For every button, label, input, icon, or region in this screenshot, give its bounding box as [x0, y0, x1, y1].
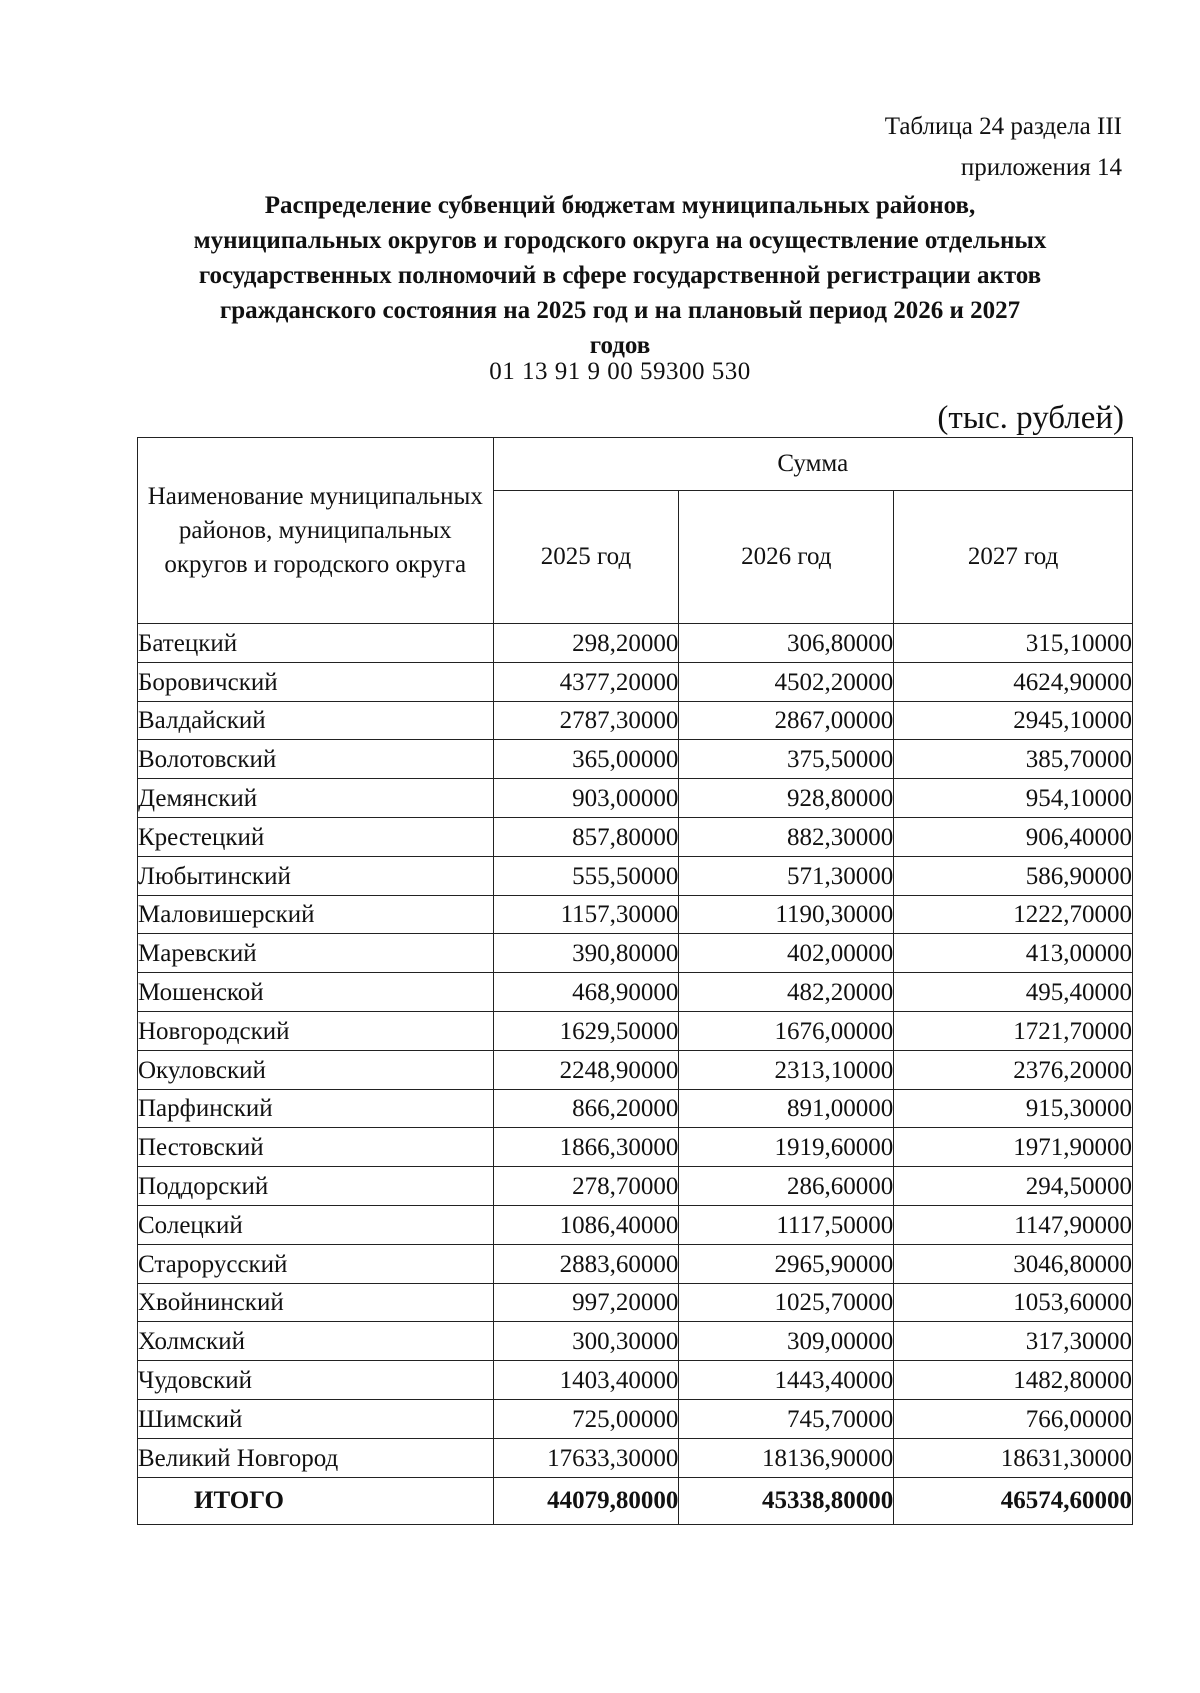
table-row [138, 1050, 1133, 1089]
amount-cell-2026: 891,00000 [679, 1089, 894, 1128]
district-name-cell: Любытинский [138, 856, 494, 895]
amount-cell-2026: 2965,90000 [679, 1244, 894, 1283]
amount-cell-2025: 298,20000 [493, 624, 679, 663]
amount-cell-2027: 315,10000 [894, 624, 1133, 663]
title-line: гражданского состояния на 2025 год и на плановый период 2026 и 2027 [219, 297, 1021, 324]
district-name-cell: Валдайский [138, 701, 494, 740]
title-line: муниципальных округов и городского округа на осуществление отдельных [193, 227, 1047, 254]
amount-cell-2025: 1403,40000 [493, 1361, 679, 1400]
table-row [138, 1167, 1133, 1206]
amount-cell-2025: 17633,30000 [493, 1438, 679, 1477]
appendix-reference: приложения 14 [960, 154, 1122, 181]
district-name-cell: Шимский [138, 1399, 494, 1438]
table-row [138, 1399, 1133, 1438]
amount-cell-2025: 1086,40000 [493, 1205, 679, 1244]
budget-table [137, 437, 1133, 1525]
table-header [138, 438, 1133, 624]
table-row [138, 973, 1133, 1012]
amount-cell-2027: 2376,20000 [894, 1050, 1133, 1089]
amount-cell-2025: 4377,20000 [493, 662, 679, 701]
table-row [138, 779, 1133, 818]
table-row [138, 1361, 1133, 1400]
district-name-cell: ИТОГО [138, 1477, 494, 1524]
amount-cell-2026: 45338,80000 [679, 1477, 894, 1524]
table-row [138, 1438, 1133, 1477]
table-row [138, 895, 1133, 934]
amount-cell-2026: 1443,40000 [679, 1361, 894, 1400]
document-title [130, 188, 1110, 363]
amount-cell-2026: 2313,10000 [679, 1050, 894, 1089]
title-line: годов [589, 332, 651, 359]
district-name-cell: Окуловский [138, 1050, 494, 1089]
amount-cell-2025: 2787,30000 [493, 701, 679, 740]
district-name-cell: Парфинский [138, 1089, 494, 1128]
district-name-cell: Солецкий [138, 1205, 494, 1244]
units-label: (тыс. рублей) [937, 400, 1124, 436]
amount-cell-2025: 857,80000 [493, 817, 679, 856]
amount-cell-2027: 317,30000 [894, 1322, 1133, 1361]
amount-cell-2026: 1117,50000 [679, 1205, 894, 1244]
district-name-cell: Демянский [138, 779, 494, 818]
amount-cell-2026: 18136,90000 [679, 1438, 894, 1477]
total-row [138, 1477, 1133, 1524]
amount-cell-2027: 1147,90000 [894, 1205, 1133, 1244]
amount-cell-2027: 1721,70000 [894, 1011, 1133, 1050]
header-year-2026: 2026 год [679, 491, 894, 624]
table-row [138, 817, 1133, 856]
district-name-cell: Маревский [138, 934, 494, 973]
amount-cell-2026: 286,60000 [679, 1167, 894, 1206]
header-sum: Сумма [493, 438, 1132, 491]
amount-cell-2026: 482,20000 [679, 973, 894, 1012]
amount-cell-2027: 906,40000 [894, 817, 1133, 856]
amount-cell-2025: 1866,30000 [493, 1128, 679, 1167]
table-row [138, 1128, 1133, 1167]
header-year-2025: 2025 год [493, 491, 679, 624]
amount-cell-2026: 309,00000 [679, 1322, 894, 1361]
amount-cell-2026: 1190,30000 [679, 895, 894, 934]
table-row [138, 1089, 1133, 1128]
district-name-cell: Боровичский [138, 662, 494, 701]
table-row [138, 740, 1133, 779]
amount-cell-2027: 1971,90000 [894, 1128, 1133, 1167]
district-name-cell: Крестецкий [138, 817, 494, 856]
amount-cell-2026: 375,50000 [679, 740, 894, 779]
district-name-cell: Мошенской [138, 973, 494, 1012]
amount-cell-2027: 385,70000 [894, 740, 1133, 779]
amount-cell-2025: 44079,80000 [493, 1477, 679, 1524]
amount-cell-2027: 495,40000 [894, 973, 1133, 1012]
amount-cell-2025: 390,80000 [493, 934, 679, 973]
district-name-cell: Чудовский [138, 1361, 494, 1400]
district-name-cell: Хвойнинский [138, 1283, 494, 1322]
district-name-cell: Новгородский [138, 1011, 494, 1050]
table-reference: Таблица 24 раздела III [884, 113, 1122, 140]
amount-cell-2025: 300,30000 [493, 1322, 679, 1361]
amount-cell-2027: 4624,90000 [894, 662, 1133, 701]
amount-cell-2027: 294,50000 [894, 1167, 1133, 1206]
district-name-cell: Пестовский [138, 1128, 494, 1167]
amount-cell-2025: 1629,50000 [493, 1011, 679, 1050]
amount-cell-2027: 1053,60000 [894, 1283, 1133, 1322]
title-line: государственных полномочий в сфере государственной регистрации актов [198, 262, 1042, 289]
header-year-2027: 2027 год [894, 491, 1133, 624]
district-name-cell: Батецкий [138, 624, 494, 663]
table-row [138, 662, 1133, 701]
amount-cell-2027: 413,00000 [894, 934, 1133, 973]
amount-cell-2025: 725,00000 [493, 1399, 679, 1438]
amount-cell-2027: 46574,60000 [894, 1477, 1133, 1524]
title-line: Распределение субвенций бюджетам муниципальных районов, [264, 192, 976, 219]
amount-cell-2025: 468,90000 [493, 973, 679, 1012]
amount-cell-2027: 915,30000 [894, 1089, 1133, 1128]
amount-cell-2027: 954,10000 [894, 779, 1133, 818]
table-row [138, 624, 1133, 663]
table-row [138, 1322, 1133, 1361]
amount-cell-2026: 1676,00000 [679, 1011, 894, 1050]
table-row [138, 701, 1133, 740]
district-name-cell: Старорусский [138, 1244, 494, 1283]
amount-cell-2027: 1482,80000 [894, 1361, 1133, 1400]
table-row [138, 1011, 1133, 1050]
amount-cell-2027: 766,00000 [894, 1399, 1133, 1438]
district-name-cell: Поддорский [138, 1167, 494, 1206]
amount-cell-2026: 882,30000 [679, 817, 894, 856]
amount-cell-2025: 2248,90000 [493, 1050, 679, 1089]
amount-cell-2027: 2945,10000 [894, 701, 1133, 740]
amount-cell-2025: 866,20000 [493, 1089, 679, 1128]
amount-cell-2025: 278,70000 [493, 1167, 679, 1206]
amount-cell-2027: 586,90000 [894, 856, 1133, 895]
table-row [138, 934, 1133, 973]
district-name-cell: Маловишерский [138, 895, 494, 934]
amount-cell-2025: 2883,60000 [493, 1244, 679, 1283]
amount-cell-2026: 1919,60000 [679, 1128, 894, 1167]
amount-cell-2025: 997,20000 [493, 1283, 679, 1322]
district-name-cell: Великий Новгород [138, 1438, 494, 1477]
amount-cell-2026: 4502,20000 [679, 662, 894, 701]
header-name: Наименование муниципальных районов, муниципальных округов и городского округа [138, 438, 494, 624]
amount-cell-2026: 571,30000 [679, 856, 894, 895]
amount-cell-2025: 903,00000 [493, 779, 679, 818]
table-body [138, 624, 1133, 1525]
amount-cell-2027: 1222,70000 [894, 895, 1133, 934]
amount-cell-2026: 2867,00000 [679, 701, 894, 740]
district-name-cell: Холмский [138, 1322, 494, 1361]
budget-classification-code: 01 13 91 9 00 59300 530 [489, 358, 751, 385]
district-name-cell: Волотовский [138, 740, 494, 779]
amount-cell-2027: 3046,80000 [894, 1244, 1133, 1283]
amount-cell-2025: 1157,30000 [493, 895, 679, 934]
table-row [138, 1205, 1133, 1244]
amount-cell-2027: 18631,30000 [894, 1438, 1133, 1477]
amount-cell-2026: 745,70000 [679, 1399, 894, 1438]
table-row [138, 1244, 1133, 1283]
amount-cell-2026: 1025,70000 [679, 1283, 894, 1322]
table-row [138, 1283, 1133, 1322]
amount-cell-2025: 365,00000 [493, 740, 679, 779]
amount-cell-2026: 306,80000 [679, 624, 894, 663]
table-row [138, 856, 1133, 895]
amount-cell-2026: 928,80000 [679, 779, 894, 818]
amount-cell-2026: 402,00000 [679, 934, 894, 973]
amount-cell-2025: 555,50000 [493, 856, 679, 895]
